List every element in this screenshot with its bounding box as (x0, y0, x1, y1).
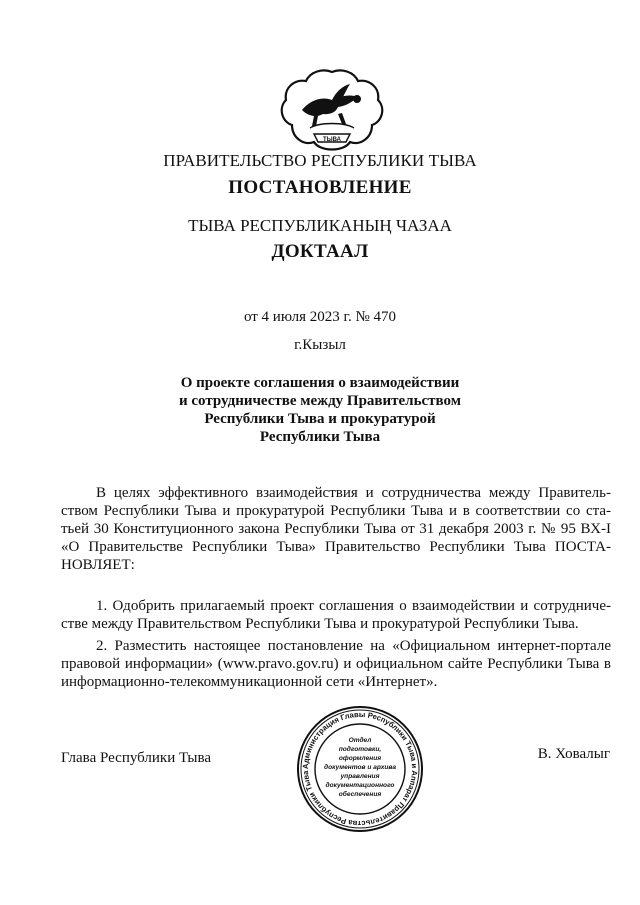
official-stamp (295, 705, 425, 833)
stamp-inner-line: управления (340, 773, 380, 780)
paragraph-line: «О Правительстве Республики Тыва» Правительство Республики Тыва ПОСТА- (61, 539, 611, 555)
title-line: О проекте соглашения о взаимодействии (180, 375, 460, 391)
paragraph-line: 2. Разместить настоящее постановление на «Официальном интернет-портале (96, 638, 611, 654)
decree-subject-title (170, 374, 470, 446)
signatory-name: В. Ховалыг (537, 746, 610, 762)
paragraph-line: стве между Правительством Республики Тыва и прокуратурой Республики Тыва. (61, 616, 579, 632)
stamp-inner-line: подготовки, (338, 746, 382, 753)
stamp-inner-line: оформления (338, 755, 382, 762)
preamble-paragraph (61, 484, 611, 574)
stamp-inner-line: документационного (325, 782, 395, 789)
title-line: Республики Тыва (259, 429, 381, 445)
stamp-inner-line: документов и архива (324, 764, 396, 771)
emblem-caption: ТЫВА (323, 137, 341, 143)
item-2-paragraph (61, 637, 611, 691)
signatory-position: Глава Республики Тыва (61, 750, 212, 766)
paragraph-line: НОВЛЯЕТ: (61, 557, 135, 573)
paragraph-line: ством Республики Тыва и прокуратурой Республики Тыва и в соответствии со ста- (61, 503, 611, 519)
paragraph-line: тьей 30 Конституционного закона Республики Тыва от 31 декабря 2003 г. № 95 ВХ-I (61, 521, 611, 537)
stamp-inner-line: обеспечения (338, 791, 382, 798)
decree-date-number: от 4 июля 2023 г. № 470 (243, 309, 397, 325)
stamp-inner-line: Отдел (348, 737, 372, 744)
title-line: и сотрудничестве между Правительством (179, 393, 461, 409)
title-line: Республики Тыва и прокуратурой (204, 411, 436, 427)
item-1-paragraph (61, 597, 611, 633)
decree-title-ru: ПОСТАНОВЛЕНИЕ (228, 177, 412, 198)
paragraph-line: информационно-телекоммуникационной сети «Интернет». (61, 674, 438, 690)
government-title-tyv: ТЫВА РЕСПУБЛИКАНЫҢ ЧАЗАА (188, 216, 452, 235)
stamp-outer-text: Администрация Главы Республики Тыва и Аппарат Правительства Республики Тыва (300, 709, 420, 829)
decree-title-tyv: ДОКТААЛ (271, 241, 369, 262)
paragraph-line: В целях эффективного взаимодействия и сотрудничества между Правитель- (96, 485, 611, 501)
paragraph-line: 1. Одобрить прилагаемый проект соглашения о взаимодействии и сотрудниче- (96, 598, 611, 614)
government-title-ru: ПРАВИТЕЛЬСТВО РЕСПУБЛИКИ ТЫВА (163, 151, 477, 170)
coat-of-arms-emblem (280, 66, 384, 154)
decree-city: г.Кызыл (294, 337, 346, 353)
paragraph-line: правовой информации» (www.pravo.gov.ru) и официальном сайте Республики Тыва в (61, 656, 611, 672)
